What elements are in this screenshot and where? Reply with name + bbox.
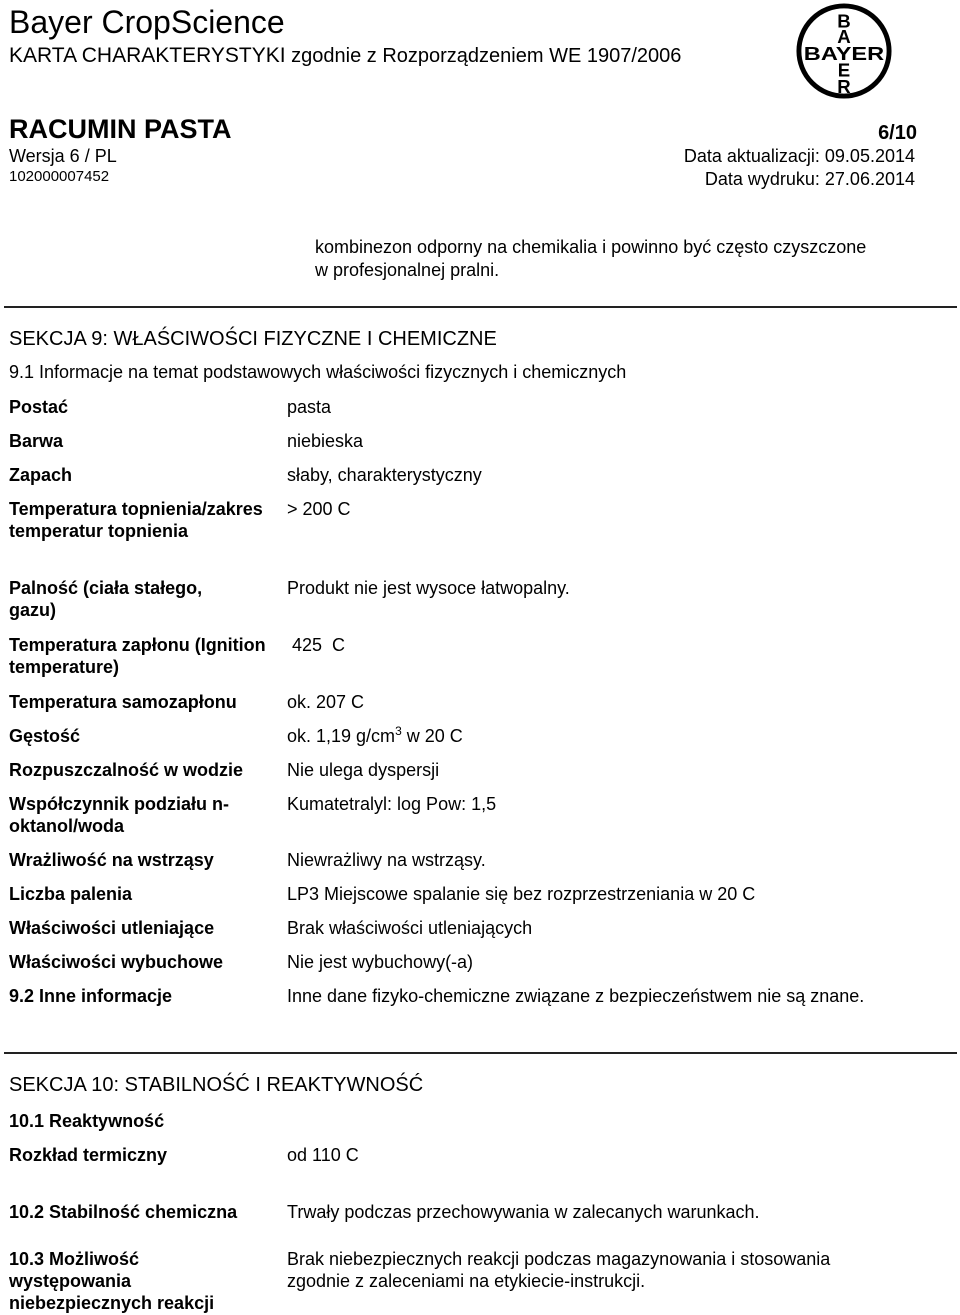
property-label: Liczba palenia — [9, 884, 133, 904]
property-value: Trwały podczas przechowywania w zalecanych warunkach. — [287, 1202, 760, 1222]
section-10-title: SEKCJA 10: STABILNOŚĆ I REAKTYWNOŚĆ — [9, 1074, 424, 1096]
update-date: Data aktualizacji: 09.05.2014 — [683, 146, 915, 166]
property-value: słaby, charakterystyczny — [287, 465, 482, 485]
density-value-main: ok. 1,19 g/cm — [287, 726, 396, 746]
subsection-10-1-title: 10.1 Reaktywność — [9, 1111, 165, 1131]
property-value: pasta — [287, 397, 332, 417]
property-value: Inne dane fizyko-chemiczne związane z bezpieczeństwem nie są znane. — [287, 986, 865, 1006]
property-value: Produkt nie jest wysoce łatwopalny. — [287, 578, 570, 598]
logo-letter-b: B — [837, 10, 851, 32]
density-value-temp: w 20 C — [401, 726, 463, 746]
document-type: KARTA CHARAKTERYSTYKI — [9, 44, 286, 67]
material-number: 102000007452 — [9, 168, 110, 185]
density-unit-exponent: 3 — [395, 724, 402, 738]
product-name: RACUMIN PASTA — [9, 114, 232, 144]
logo-horizontal-word: BAYER — [803, 42, 885, 64]
property-label: Właściwości wybuchowe — [9, 952, 224, 972]
bayer-logo — [795, 2, 893, 100]
property-label: Postać — [9, 397, 69, 417]
section-divider — [4, 306, 957, 308]
company-name: Bayer CropScience — [9, 4, 285, 40]
property-value: Nie jest wybuchowy(-a) — [287, 952, 474, 972]
logo-letter-r: R — [837, 76, 851, 98]
property-value: od 110 C — [287, 1145, 359, 1165]
logo-letter-e: E — [837, 59, 851, 81]
document-subtitle — [9, 43, 681, 69]
property-label: Palność (ciała stałego, gazu) — [9, 578, 203, 620]
property-label: Wrażliwość na wstrząsy — [9, 850, 214, 870]
regulation-reference: zgodnie z Rozporządzeniem WE 1907/2006 — [291, 45, 682, 67]
property-label: Współczynnik podziału n-oktanol/woda — [9, 794, 229, 836]
property-value: Niewrażliwy na wstrząsy. — [287, 850, 486, 870]
property-value: Kumatetralyl: log Pow: 1,5 — [287, 794, 497, 814]
section-9-title: SEKCJA 9: WŁAŚCIWOŚCI FIZYCZNE I CHEMICZNE — [9, 328, 497, 350]
property-label: Gęstość — [9, 726, 81, 746]
property-value: niebieska — [287, 431, 364, 451]
carryover-text: kombinezon odporny na chemikalia i powinno być często czyszczone w profesjonalnej pralni. — [315, 237, 867, 280]
property-label: Rozpuszczalność w wodzie — [9, 760, 244, 780]
property-label: Temperatura topnienia/zakres temperatur topnienia — [9, 499, 263, 541]
logo-letter-a: A — [837, 26, 851, 48]
property-label: Rozkład termiczny — [9, 1145, 168, 1165]
property-value: > 200 C — [287, 499, 351, 519]
print-date: Data wydruku: 27.06.2014 — [704, 169, 915, 189]
property-label: Temperatura zapłonu (Ignition temperature) — [9, 635, 266, 677]
property-label: Barwa — [9, 431, 64, 451]
property-value: 425 C — [287, 635, 346, 655]
section-divider — [4, 1052, 957, 1054]
property-value: Brak niebezpiecznych reakcji podczas magazynowania i stosowania zgodnie z zaleceniami na etykiecie-instrukcji. — [287, 1249, 831, 1291]
property-label: Zapach — [9, 465, 73, 485]
property-value: Brak właściwości utleniających — [287, 918, 533, 938]
subsection-10-2-label: 10.2 Stabilność chemiczna — [9, 1202, 238, 1222]
page-number: 6/10 — [878, 122, 917, 144]
version: Wersja 6 / PL — [9, 146, 117, 166]
property-value: LP3 Miejscowe spalanie się bez rozprzestrzeniania w 20 C — [287, 884, 756, 904]
property-label: Właściwości utleniające — [9, 918, 215, 938]
property-value: Nie ulega dyspersji — [287, 760, 440, 780]
subsection-10-3-label: 10.3 Możliwość występowania niebezpiecznych reakcji — [9, 1249, 215, 1313]
density-value — [287, 725, 907, 747]
subsection-9-2-label: 9.2 Inne informacje — [9, 986, 173, 1006]
property-value: ok. 207 C — [287, 692, 365, 712]
subsection-9-1-title: 9.1 Informacje na temat podstawowych właściwości fizycznych i chemicznych — [9, 362, 627, 382]
property-label: Temperatura samozapłonu — [9, 692, 237, 712]
